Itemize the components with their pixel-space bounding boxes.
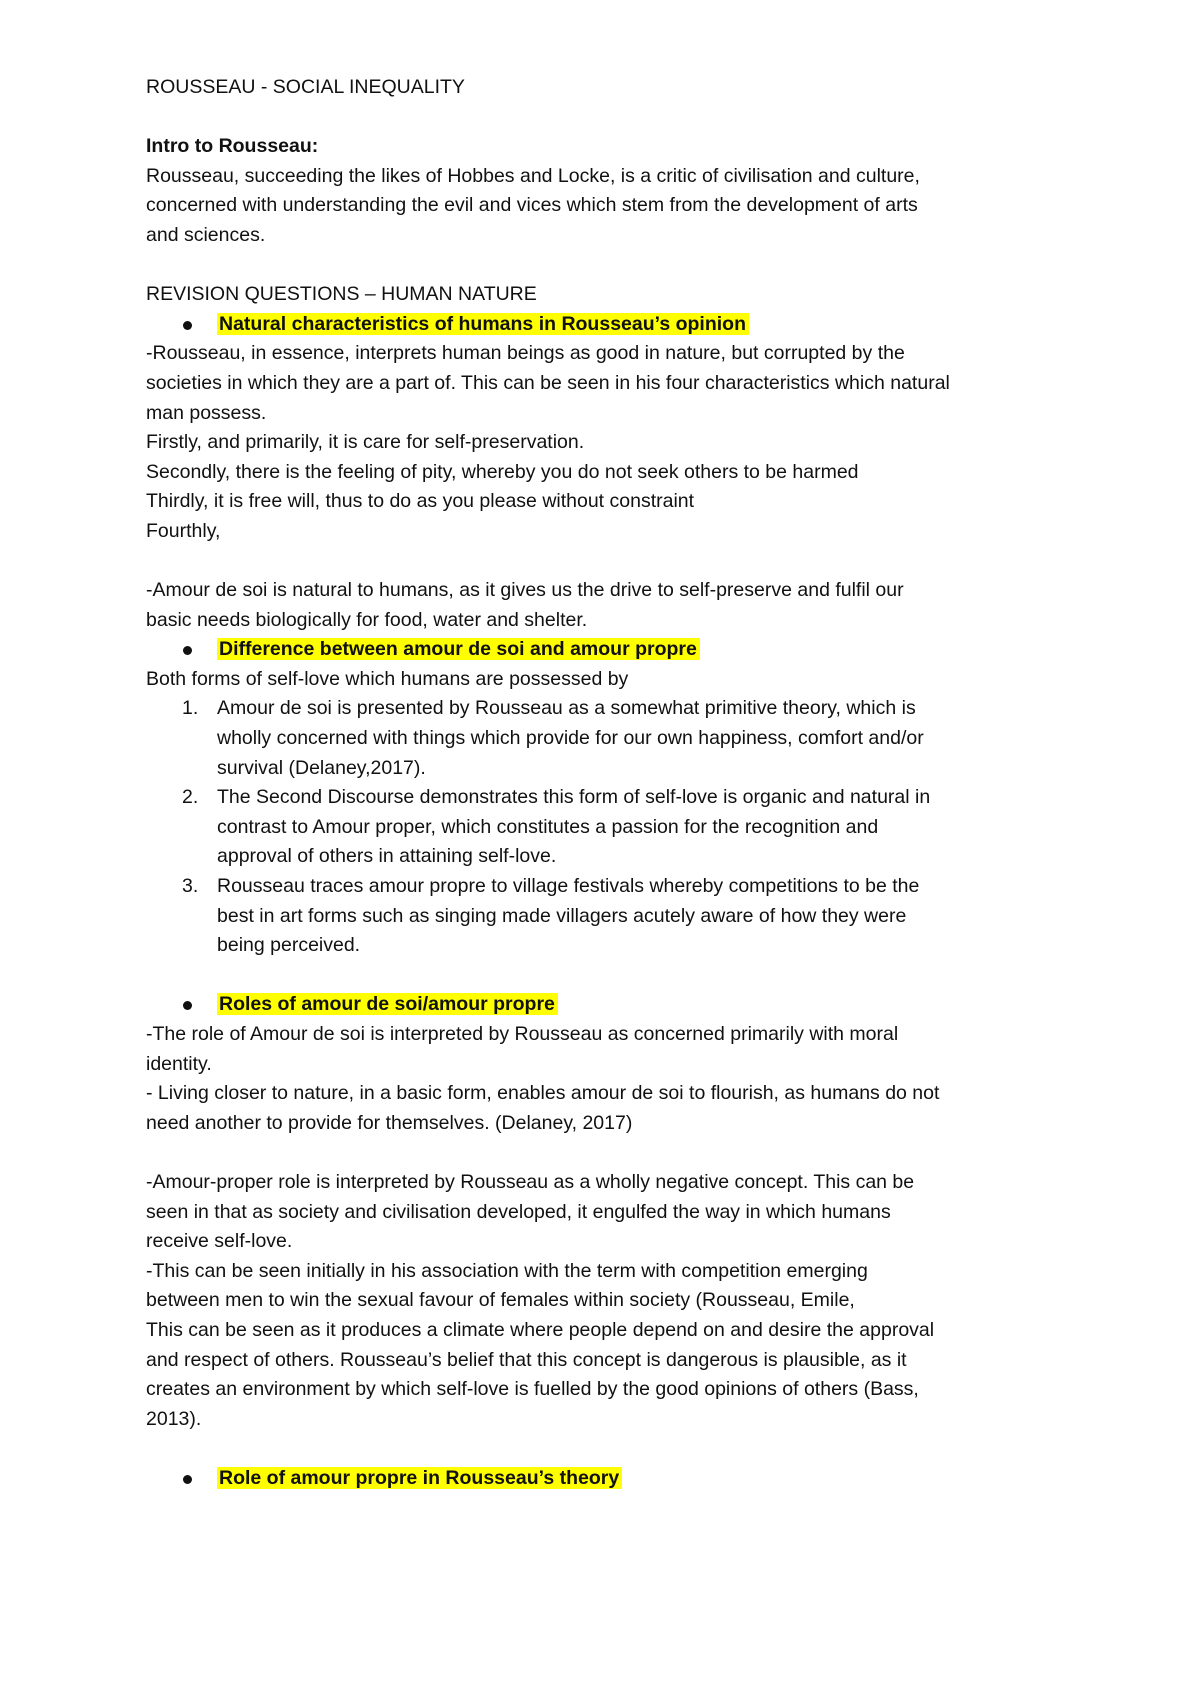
bullet-heading-roles <box>146 990 1106 1020</box>
numbered-list-item <box>146 872 1106 961</box>
bullet-icon <box>183 1001 192 1010</box>
paragraph-line: Firstly, and primarily, it is care for self-preservation. <box>146 431 585 454</box>
list-item-line: best in art forms such as singing made villagers acutely aware of how they were <box>217 904 907 927</box>
list-item-line: contrast to Amour proper, which constitutes a passion for the recognition and <box>217 815 879 838</box>
intro-heading: Intro to Rousseau: <box>146 135 319 158</box>
list-item-line: Rousseau traces amour propre to village festivals whereby competitions to be the <box>217 875 920 898</box>
bullet-icon <box>183 646 192 655</box>
list-number: 2. <box>182 786 199 809</box>
paragraph-line: - Living closer to nature, in a basic form, enables amour de soi to flourish, as humans do not <box>146 1082 940 1105</box>
numbered-list-item <box>146 694 1106 783</box>
paragraph-line: Secondly, there is the feeling of pity, whereby you do not seek others to be harmed <box>146 460 859 483</box>
spacer <box>146 961 1106 991</box>
paragraph-line: man possess. <box>146 401 267 424</box>
spacer <box>146 1138 1106 1168</box>
intro-line: and sciences. <box>146 223 266 246</box>
paragraph-line: Thirdly, it is free will, thus to do as you please without constraint <box>146 490 695 513</box>
numbered-list-item <box>146 783 1106 872</box>
spacer <box>146 251 1106 281</box>
intro-line: Rousseau, succeeding the likes of Hobbes and Locke, is a critic of civilisation and culture, <box>146 164 920 187</box>
list-item-line: survival (Delaney,2017). <box>217 756 426 779</box>
paragraph-line: 2013). <box>146 1407 202 1430</box>
document-page <box>146 73 1106 1494</box>
bullet-heading-difference <box>146 635 1106 665</box>
paragraph-line: -The role of Amour de soi is interpreted by Rousseau as concerned primarily with moral <box>146 1023 899 1045</box>
bullet-heading-role-amour-propre <box>146 1464 1106 1494</box>
paragraph-line: between men to win the sexual favour of females within society (Rousseau, Emile, <box>146 1289 855 1312</box>
list-item-line: Amour de soi is presented by Rousseau as a somewhat primitive theory, which is <box>217 697 916 720</box>
spacer <box>146 547 1106 577</box>
paragraph-line: and respect of others. Rousseau’s belief that this concept is dangerous is plausible, as it <box>146 1348 907 1371</box>
paragraph-line: -Amour-proper role is interpreted by Rousseau as a wholly negative concept. This can be <box>146 1170 915 1193</box>
paragraph-line: -Rousseau, in essence, interprets human beings as good in nature, but corrupted by the <box>146 342 905 365</box>
highlighted-heading: Difference between amour de soi and amour propre <box>217 638 700 660</box>
bullet-icon <box>183 1475 192 1484</box>
bullet-heading-natural-characteristics <box>146 310 1106 340</box>
document-title: ROUSSEAU - SOCIAL INEQUALITY <box>146 76 465 98</box>
list-item-line: The Second Discourse demonstrates this form of self-love is organic and natural in <box>217 786 931 809</box>
paragraph-line: creates an environment by which self-love is fuelled by the good opinions of others (Bass, <box>146 1378 919 1401</box>
highlighted-heading: Natural characteristics of humans in Rousseau’s opinion <box>217 313 749 335</box>
highlighted-heading: Roles of amour de soi/amour propre <box>217 993 558 1015</box>
intro-line: concerned with understanding the evil and vices which stem from the development of arts <box>146 194 918 217</box>
highlighted-heading: Role of amour propre in Rousseau’s theory <box>217 1467 622 1489</box>
paragraph-line: identity. <box>146 1052 212 1075</box>
list-item-line: wholly concerned with things which provide for our own happiness, comfort and/or <box>217 727 924 750</box>
paragraph-line: basic needs biologically for food, water and shelter. <box>146 608 588 631</box>
paragraph-line: societies in which they are a part of. This can be seen in his four characteristics which natural <box>146 371 950 394</box>
paragraph-line: -This can be seen initially in his association with the term with competition emerging <box>146 1259 868 1282</box>
paragraph-line: Fourthly, <box>146 519 221 542</box>
bullet-icon <box>183 321 192 330</box>
paragraph-line: Both forms of self-love which humans are possessed by <box>146 667 629 690</box>
paragraph-line: receive self-love. <box>146 1230 293 1253</box>
list-number: 3. <box>182 875 199 898</box>
spacer <box>146 103 1106 133</box>
spacer <box>146 1434 1106 1464</box>
paragraph-line: -Amour de soi is natural to humans, as it gives us the drive to self-preserve and fulfil our <box>146 579 904 602</box>
list-number: 1. <box>182 697 199 720</box>
list-item-line: approval of others in attaining self-love. <box>217 845 557 868</box>
paragraph-line: seen in that as society and civilisation developed, it engulfed the way in which humans <box>146 1200 891 1223</box>
paragraph-line: This can be seen as it produces a climate where people depend on and desire the approval <box>146 1318 935 1341</box>
paragraph-line: need another to provide for themselves. (Delaney, 2017) <box>146 1111 633 1134</box>
revision-heading: REVISION QUESTIONS – HUMAN NATURE <box>146 283 537 306</box>
list-item-line: being perceived. <box>217 934 361 957</box>
